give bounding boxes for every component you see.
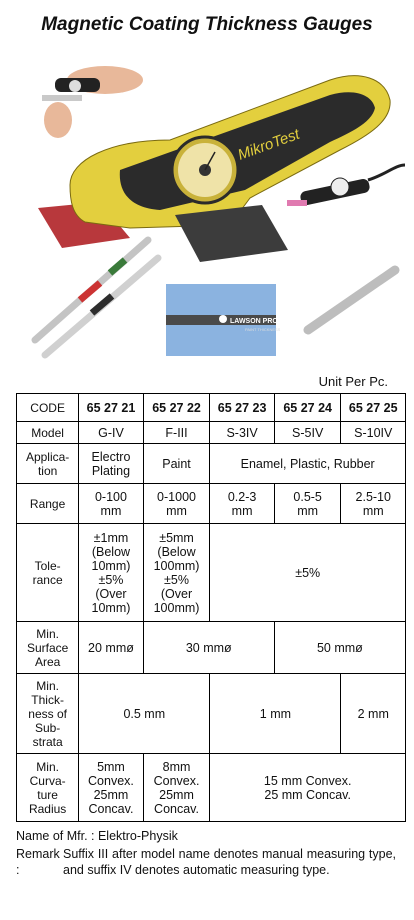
code-cell: 65 27 23 <box>210 394 274 422</box>
range-cell: 0.5-5 mm <box>274 484 341 524</box>
substrata-row <box>17 674 406 754</box>
tolerance-row <box>17 524 406 622</box>
application-cell: Enamel, Plastic, Rubber <box>210 444 406 484</box>
range-cell: 0-1000 mm <box>143 484 210 524</box>
surface-cell: 50 mmø <box>274 622 405 674</box>
page-title: Magnetic Coating Thickness Gauges <box>41 14 373 35</box>
pencil-probes-photo <box>35 240 158 355</box>
silver-probe-photo <box>308 270 395 330</box>
surface-cell: 20 mmø <box>79 622 143 674</box>
application-row <box>17 444 406 484</box>
gray-sample-plate <box>175 205 288 262</box>
model-cell: F-III <box>143 422 210 444</box>
model-cell: S-5IV <box>274 422 341 444</box>
substrata-cell: 0.5 mm <box>79 674 210 754</box>
tolerance-cell: ±5mm (Below 100mm) ±5% (Over 100mm) <box>143 524 210 622</box>
surface-row <box>17 622 406 674</box>
model-cell: S-10IV <box>341 422 406 444</box>
surface-label: Min. Surface Area <box>17 622 79 674</box>
code-label: CODE <box>17 394 79 422</box>
hand-held-gauge-photo <box>42 66 143 138</box>
tolerance-cell: ±5% <box>210 524 406 622</box>
code-cell: 65 27 21 <box>79 394 143 422</box>
model-cell: G-IV <box>79 422 143 444</box>
dial-gauge-photo <box>287 165 405 206</box>
range-cell: 2.5-10 mm <box>341 484 406 524</box>
tolerance-cell: ±1mm (Below 10mm) ±5% (Over 10mm) <box>79 524 143 622</box>
range-cell: 0-100 mm <box>79 484 143 524</box>
unit-note: Unit Per Pc. <box>318 374 388 389</box>
remark <box>16 846 396 878</box>
gauge-brand-label: MikroTest <box>235 125 302 164</box>
range-label: Range <box>17 484 79 524</box>
application-cell: Electro Plating <box>79 444 143 484</box>
code-cell: 65 27 24 <box>274 394 341 422</box>
application-cell: Paint <box>143 444 210 484</box>
substrata-cell: 2 mm <box>341 674 406 754</box>
range-row <box>17 484 406 524</box>
spec-table <box>16 393 406 822</box>
curvature-cell: 15 mm Convex. 25 mm Concav. <box>210 754 406 822</box>
curvature-cell: 8mm Convex. 25mm Concav. <box>143 754 210 822</box>
lawson-probe-photo <box>166 284 283 356</box>
model-cell: S-3IV <box>210 422 274 444</box>
tolerance-label: Tole- rance <box>17 524 79 622</box>
model-label: Model <box>17 422 79 444</box>
probe-sub-label: PAINT THICKNESS <box>245 327 281 332</box>
substrata-label: Min. Thick- ness of Sub- strata <box>17 674 79 754</box>
application-label: Applica- tion <box>17 444 79 484</box>
surface-cell: 30 mmø <box>143 622 274 674</box>
mikrotest-gauge-photo <box>70 76 390 228</box>
code-row <box>17 394 406 422</box>
manufacturer-line: Name of Mfr. : Elektro-Physik <box>16 829 178 843</box>
model-row <box>17 422 406 444</box>
product-photo-collage <box>0 58 414 378</box>
curvature-row <box>17 754 406 822</box>
curvature-label: Min. Curva- ture Radius <box>17 754 79 822</box>
probe-brand-label: LAWSON PROD <box>230 318 283 325</box>
substrata-cell: 1 mm <box>210 674 341 754</box>
remark-text: Suffix III after model name denotes manual measuring type, and suffix IV denotes automatic measuring type. <box>63 847 396 877</box>
remark-label: Remark : <box>16 847 60 877</box>
code-cell: 65 27 25 <box>341 394 406 422</box>
curvature-cell: 5mm Convex. 25mm Concav. <box>79 754 143 822</box>
range-cell: 0.2-3 mm <box>210 484 274 524</box>
code-cell: 65 27 22 <box>143 394 210 422</box>
